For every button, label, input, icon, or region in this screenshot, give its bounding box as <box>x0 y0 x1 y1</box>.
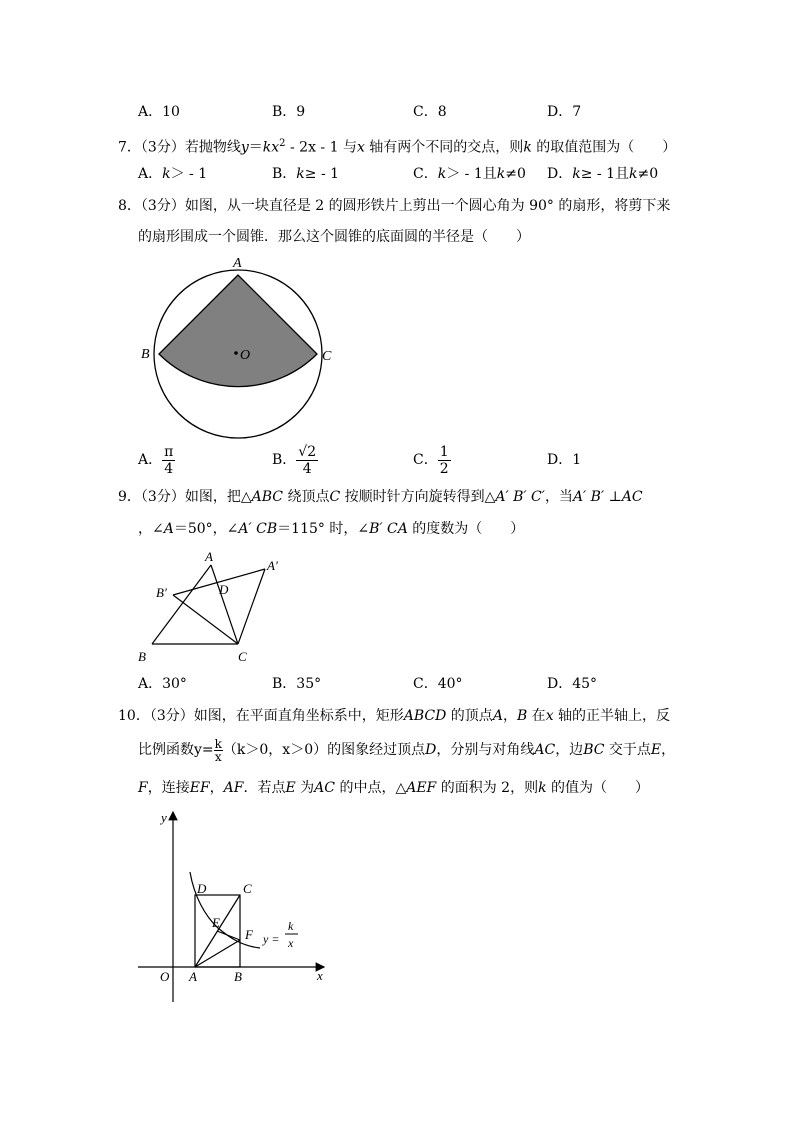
segment-BA <box>152 565 211 644</box>
q9-option-b: B．35° <box>272 676 322 692</box>
label-A: A <box>233 256 242 271</box>
q7-option-b: B．k≥ - 1 <box>272 166 340 182</box>
segment-B2C <box>173 595 238 644</box>
label-D: D <box>219 582 229 597</box>
label-A-prime: A′ <box>267 558 278 573</box>
segment-AF <box>195 940 240 967</box>
q9-option-c: C．40° <box>413 676 463 692</box>
sector <box>159 275 317 387</box>
q6-option-b: B．9 <box>272 104 306 120</box>
q8-option-c: C． $\frac{1}{2}$ <box>413 443 449 477</box>
q7-option-c: C．k＞ - 1且k≠0 <box>413 166 526 182</box>
q9-option-d: D．45° <box>547 676 598 692</box>
q8-option-d: D．1 <box>547 452 582 468</box>
curve-label-k: k <box>288 919 294 933</box>
q10-stem-line3: F，连接EF，AF．若点E 为AC 的中点，△AEF 的面积为 2，则k 的值为（ ） <box>138 780 650 796</box>
label-B: B <box>234 969 242 984</box>
label-O: O <box>160 969 170 984</box>
q6-option-a: A．10 <box>138 104 180 120</box>
q8-stem-line1: 8．（3分）如图，从一块直径是 2 的圆形铁片上剪出一个圆心角为 90° 的扇形，将剪下来 <box>118 198 671 214</box>
q8-figure <box>135 252 345 442</box>
label-A: A <box>189 969 197 984</box>
label-B: B <box>138 649 146 664</box>
q10-stem-line2: 比例函数y= $\frac{k}{x}$ （k＞0，x＞0）的图象经过顶点D，分别与对角线AC，边BC 交于点E， <box>138 736 676 764</box>
label-O: O <box>240 348 251 363</box>
q10-stem-line1: 10．（3分）如图，在平面直角坐标系中，矩形ABCD 的顶点A，B 在x 轴的正半轴上，反 <box>118 708 671 724</box>
segment-A2C <box>238 569 265 644</box>
label-B-prime: B′ <box>156 585 167 600</box>
curve-label-y: y = <box>263 932 280 946</box>
q9-stem-line2: ，∠A＝50°，∠A′ CB＝115° 时，∠B′ CA 的度数为（ ） <box>138 521 525 537</box>
label-C: C <box>238 649 247 664</box>
center-point <box>234 351 238 355</box>
label-A: A <box>205 549 213 564</box>
q7-stem: 7．（3分）若抛物线$y=kx^2 - 2x - 1$ 与x 轴有两个不同的交点，则k 的取值范围为（ ） <box>118 138 677 156</box>
q8-option-b: B． $\frac{√2}{4}$ <box>272 443 317 477</box>
label-x: x <box>317 968 323 983</box>
label-y: y <box>161 810 167 825</box>
label-F: F <box>245 927 253 942</box>
label-C: C <box>243 881 252 896</box>
q6-option-c: C．8 <box>413 104 447 120</box>
label-B: B <box>141 347 150 362</box>
q9-stem-line1: 9．（3分）如图，把△ABC 绕顶点C 按顺时针方向旋转得到△A′ B′ C′，当A′ B′ ⊥AC <box>118 489 643 505</box>
q7-option-a: A．k＞ - 1 <box>138 166 208 182</box>
label-C: C <box>322 349 332 364</box>
q9-figure <box>132 546 302 670</box>
segment-AC <box>211 565 238 644</box>
q7-option-d: D．k≥ - 1且k≠0 <box>547 166 659 182</box>
q6-option-d: D．7 <box>547 104 582 120</box>
q8-stem-line2: 的扇形围成一个圆锥．那么这个圆锥的底面圆的半径是（ ） <box>138 229 530 245</box>
q9-option-a: A．30° <box>138 676 187 692</box>
label-E: E <box>212 915 220 930</box>
q10-figure <box>130 806 335 1011</box>
curve-label-x: x <box>288 936 294 950</box>
q8-option-a: A． $\frac{\pi}{4}$ <box>138 443 174 477</box>
label-D: D <box>197 881 207 896</box>
